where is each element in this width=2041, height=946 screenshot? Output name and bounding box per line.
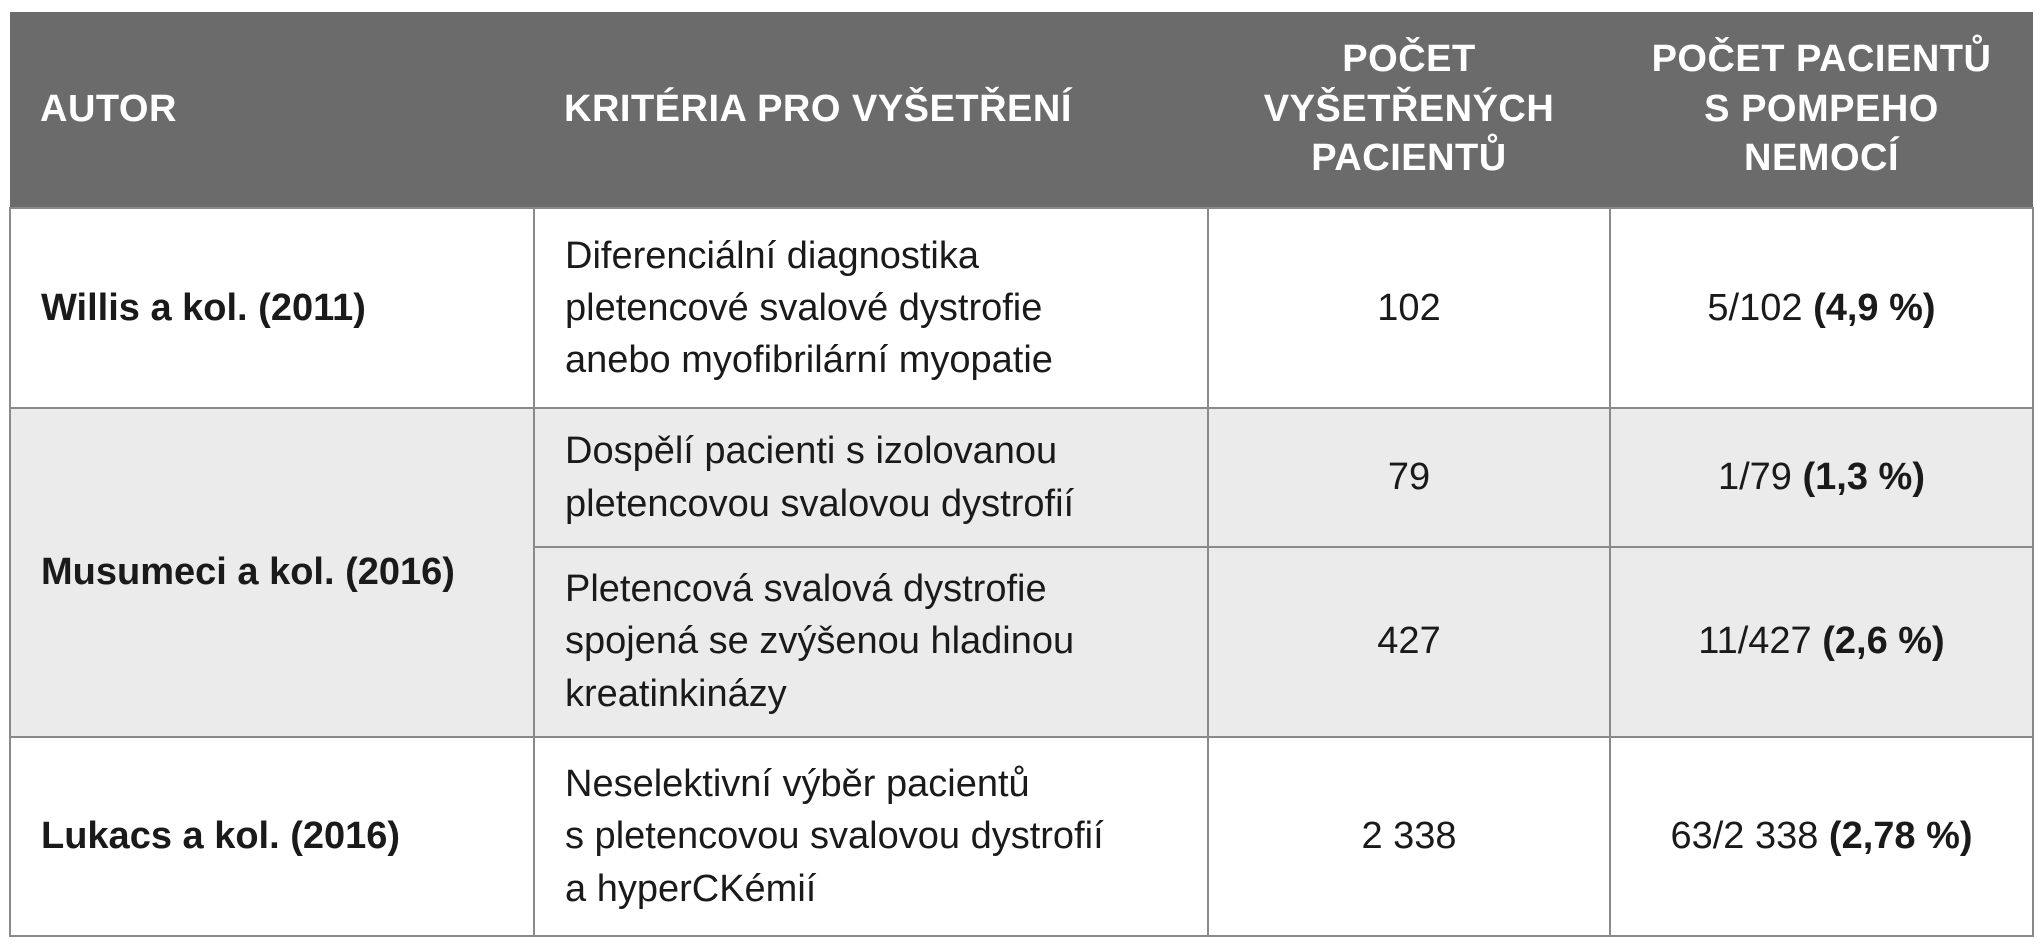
examined-count-cell: 427 [1208, 547, 1610, 737]
header-row [10, 12, 2033, 208]
criteria-line: pletencové svalové dystrofie [565, 286, 1043, 329]
criteria-line: pletencovou svalovou dystrofií [565, 482, 1075, 525]
author-cell: Musumeci a kol. (2016) [10, 408, 534, 736]
criteria-line: a hyperCKémií [565, 867, 817, 910]
pompe-percent: (2,6 %) [1822, 620, 1945, 663]
pompe-screening-table-container [9, 12, 2032, 937]
author-cell: Lukacs a kol. (2016) [10, 737, 534, 936]
pompe-ratio: 1/79 [1717, 456, 1792, 499]
header-author-label: AUTOR [40, 87, 177, 130]
table-row [10, 208, 2033, 408]
header-criteria [534, 12, 1208, 208]
criteria-cell [534, 547, 1208, 737]
header-pompe-count-line2: S POMPEHO [1704, 87, 1939, 130]
criteria-cell [534, 408, 1208, 546]
criteria-line: anebo myofibrilární myopatie [565, 339, 1053, 382]
criteria-line: Neselektivní výběr pacientů [565, 762, 1030, 805]
header-examined-count-line2: VYŠETŘENÝCH [1263, 87, 1555, 130]
criteria-line: Dospělí pacienti s izolovanou [565, 430, 1058, 473]
table-row [10, 737, 2033, 936]
header-author [10, 12, 534, 208]
criteria-line: Pletencová svalová dystrofie [565, 568, 1047, 611]
header-criteria-label: KRITÉRIA PRO VYŠETŘENÍ [564, 87, 1072, 130]
table-row [10, 408, 2033, 546]
criteria-line: spojená se zvýšenou hladinou [565, 620, 1075, 663]
header-pompe-count-line3: NEMOCÍ [1744, 137, 1899, 180]
table-header [10, 12, 2033, 208]
header-examined-count-line1: POČET [1342, 38, 1476, 81]
header-examined-count [1208, 12, 1610, 208]
criteria-cell [534, 208, 1208, 408]
header-pompe-count-line1: POČET PACIENTŮ [1651, 38, 1992, 81]
pompe-count-cell [1610, 208, 2033, 408]
examined-count-cell: 102 [1208, 208, 1610, 408]
pompe-count-cell [1610, 737, 2033, 936]
pompe-count-cell [1610, 547, 2033, 737]
examined-count-cell: 2 338 [1208, 737, 1610, 936]
criteria-line: kreatinkinázy [565, 672, 787, 715]
header-examined-count-line3: PACIENTŮ [1311, 137, 1507, 180]
pompe-ratio: 11/427 [1698, 620, 1812, 663]
pompe-percent: (1,3 %) [1802, 456, 1925, 499]
pompe-count-cell [1610, 408, 2033, 546]
pompe-ratio: 5/102 [1707, 286, 1803, 329]
pompe-percent: (4,9 %) [1813, 286, 1936, 329]
pompe-ratio: 63/2 338 [1670, 815, 1819, 858]
header-pompe-count [1610, 12, 2033, 208]
criteria-cell [534, 737, 1208, 936]
criteria-line: Diferenciální diagnostika [565, 234, 980, 277]
criteria-line: s pletencovou svalovou dystrofií [565, 815, 1104, 858]
author-cell: Willis a kol. (2011) [10, 208, 534, 408]
table-body [10, 208, 2033, 936]
examined-count-cell: 79 [1208, 408, 1610, 546]
pompe-percent: (2,78 %) [1828, 815, 1973, 858]
pompe-screening-table [9, 12, 2034, 937]
